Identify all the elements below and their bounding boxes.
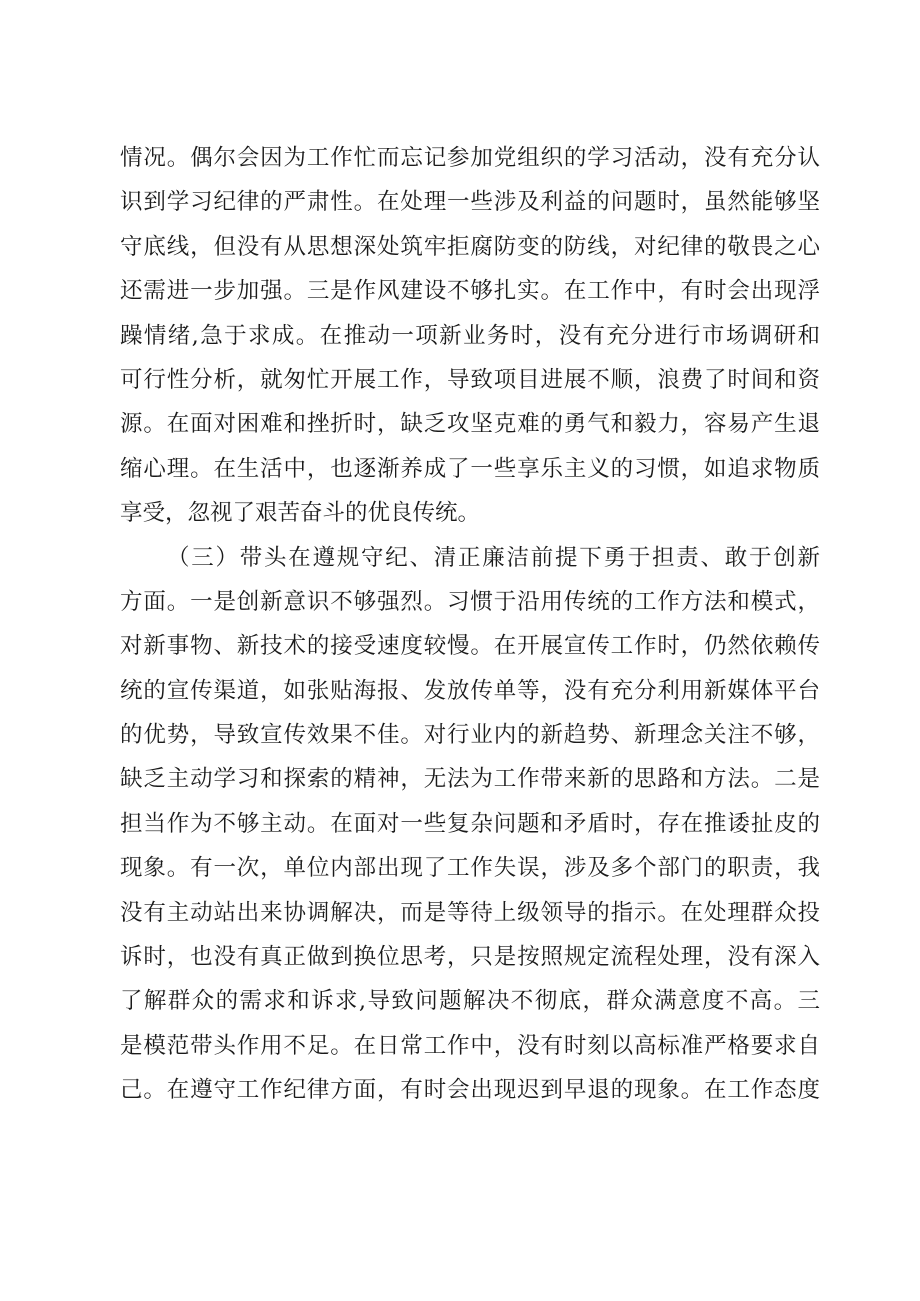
text-line: 了解群众的需求和诉求,导致问题解决不彻底，群众满意度不高。三 [120, 988, 820, 1015]
text-line: 情况。偶尔会因为工作忙而忘记参加党组织的学习活动，没有充分认 [120, 145, 820, 171]
text-line: 现象。有一次，单位内部出现了工作失误，涉及多个部门的职责，我 [120, 855, 820, 882]
text-line: 缩心理。在生活中，也逐渐养成了一些享乐主义的习惯，如追求物质 [120, 455, 820, 482]
text-line: 对新事物、新技术的接受速度较慢。在开展宣传工作时，仍然依赖传 [120, 633, 820, 660]
paragraph-end-line: 享受，忽视了艰苦奋斗的优良传统。 [120, 500, 481, 527]
section-heading-line: （三）带头在遵规守纪、清正廉洁前提下勇于担责、敢于创新 [167, 544, 820, 571]
body-text [120, 136, 820, 1113]
text-line: 还需进一步加强。三是作风建设不够扎实。在工作中，有时会出现浮 [120, 278, 820, 305]
text-line: 源。在面对困难和挫折时，缺乏攻坚克难的勇气和毅力，容易产生退 [120, 411, 820, 438]
text-line: 方面。一是创新意识不够强烈。习惯于沿用传统的工作方法和模式， [120, 588, 820, 615]
text-line: 统的宣传渠道，如张贴海报、发放传单等，没有充分利用新媒体平台 [120, 677, 820, 704]
text-line: 没有主动站出来协调解决，而是等待上级领导的指示。在处理群众投 [120, 899, 820, 926]
text-line: 躁情绪,急于求成。在推动一项新业务时，没有充分进行市场调研和 [120, 322, 820, 349]
text-line: 守底线，但没有从思想深处筑牢拒腐防变的防线，对纪律的敬畏之心 [120, 233, 820, 260]
text-line: 诉时，也没有真正做到换位思考，只是按照规定流程处理，没有深入 [120, 944, 820, 971]
text-line: 识到学习纪律的严肃性。在处理一些涉及利益的问题时，虽然能够坚 [120, 189, 820, 216]
text-line: 担当作为不够主动。在面对一些复杂问题和矛盾时，存在推诿扯皮的 [120, 810, 820, 837]
text-line: 缺乏主动学习和探索的精神，无法为工作带来新的思路和方法。二是 [120, 766, 820, 793]
text-line: 可行性分析，就匆忙开展工作，导致项目进展不顺，浪费了时间和资 [120, 366, 820, 393]
text-line: 己。在遵守工作纪律方面，有时会出现迟到早退的现象。在工作态度 [120, 1077, 820, 1104]
text-line: 是模范带头作用不足。在日常工作中，没有时刻以高标准严格要求自 [120, 1032, 820, 1059]
text-line: 的优势，导致宣传效果不佳。对行业内的新趋势、新理念关注不够， [120, 722, 820, 749]
